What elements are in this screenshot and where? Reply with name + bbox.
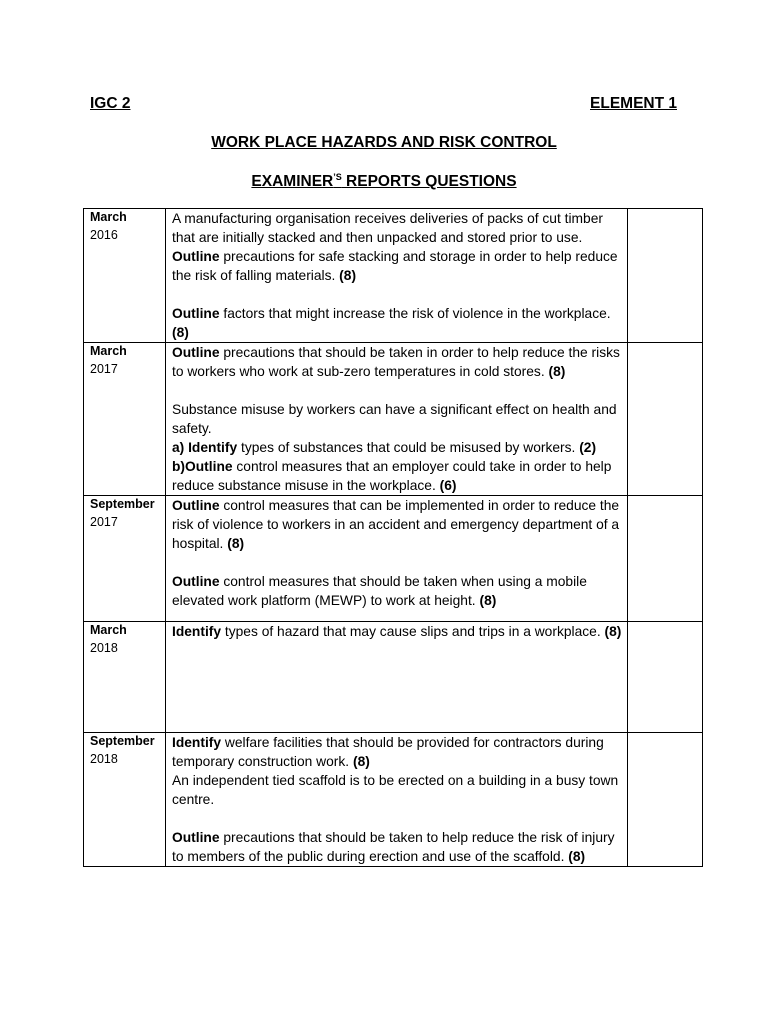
date-year: 2017 [90, 361, 118, 376]
question-intro: A manufacturing organisation receives deliveries of packs of cut timber that are initially stacked and then unpacked and stored prior to use. [172, 211, 603, 245]
question-intro: An independent tied scaffold is to be erected on a building in a busy town centre. [172, 773, 619, 807]
question-text: b)Outline control measures that an employer could take in order to help reduce substance misuse in the workplace. (6) [172, 459, 612, 493]
question-cell [166, 496, 628, 622]
header-course: IGC 2 [90, 95, 131, 112]
table-row [84, 343, 703, 496]
date-month: March [90, 623, 127, 637]
question-text: Outline factors that might increase the risk of violence in the workplace. (8) [172, 306, 611, 340]
question-text: Outline control measures that can be implemented in order to reduce the risk of violence to workers in an accident and emergency department of a hospital. (8) [172, 498, 620, 551]
question-intro: Substance misuse by workers can have a significant effect on health and safety. [172, 402, 617, 436]
date-cell [84, 496, 166, 622]
blank-cell [628, 733, 703, 867]
date-month: September [90, 734, 155, 748]
table-row [84, 209, 703, 343]
question-text: Outline precautions that should be taken to help reduce the risk of injury to members of the public during erection and use of the scaffold. (8) [172, 830, 615, 864]
question-cell [166, 343, 628, 496]
date-cell [84, 733, 166, 867]
question-text: Outline precautions for safe stacking and storage in order to help reduce the risk of falling materials. (8) [172, 249, 618, 283]
date-month: September [90, 497, 155, 511]
question-cell [166, 622, 628, 733]
question-text: Identify types of hazard that may cause slips and trips in a workplace. (8) [172, 624, 622, 639]
header-element: ELEMENT 1 [590, 95, 677, 112]
date-cell [84, 209, 166, 343]
questions-table [83, 208, 703, 867]
table-row [84, 733, 703, 867]
table-row [84, 622, 703, 733]
blank-cell [628, 622, 703, 733]
question-text: a) Identify types of substances that could be misused by workers. (2) [172, 440, 597, 455]
date-month: March [90, 210, 127, 224]
date-year: 2018 [90, 751, 118, 766]
date-year: 2016 [90, 227, 118, 242]
document-subtitle: $EXAMINER^{’S}$ REPORTS QUESTIONS [251, 172, 517, 190]
document-title: WORK PLACE HAZARDS AND RISK CONTROL [211, 134, 557, 151]
question-text: Outline control measures that should be taken when using a mobile elevated work platform (MEWP) to work at height. (8) [172, 574, 587, 608]
question-text: Outline precautions that should be taken in order to help reduce the risks to workers who work at sub-zero temperatures in cold stores. (8) [172, 345, 620, 379]
blank-cell [628, 209, 703, 343]
table-row [84, 496, 703, 622]
question-text: Identify welfare facilities that should be provided for contractors during temporary construction work. (8) [172, 735, 604, 769]
date-year: 2018 [90, 640, 118, 655]
blank-cell [628, 343, 703, 496]
question-cell [166, 209, 628, 343]
date-cell [84, 343, 166, 496]
question-cell [166, 733, 628, 867]
date-year: 2017 [90, 514, 118, 529]
blank-cell [628, 496, 703, 622]
date-cell [84, 622, 166, 733]
date-month: March [90, 344, 127, 358]
